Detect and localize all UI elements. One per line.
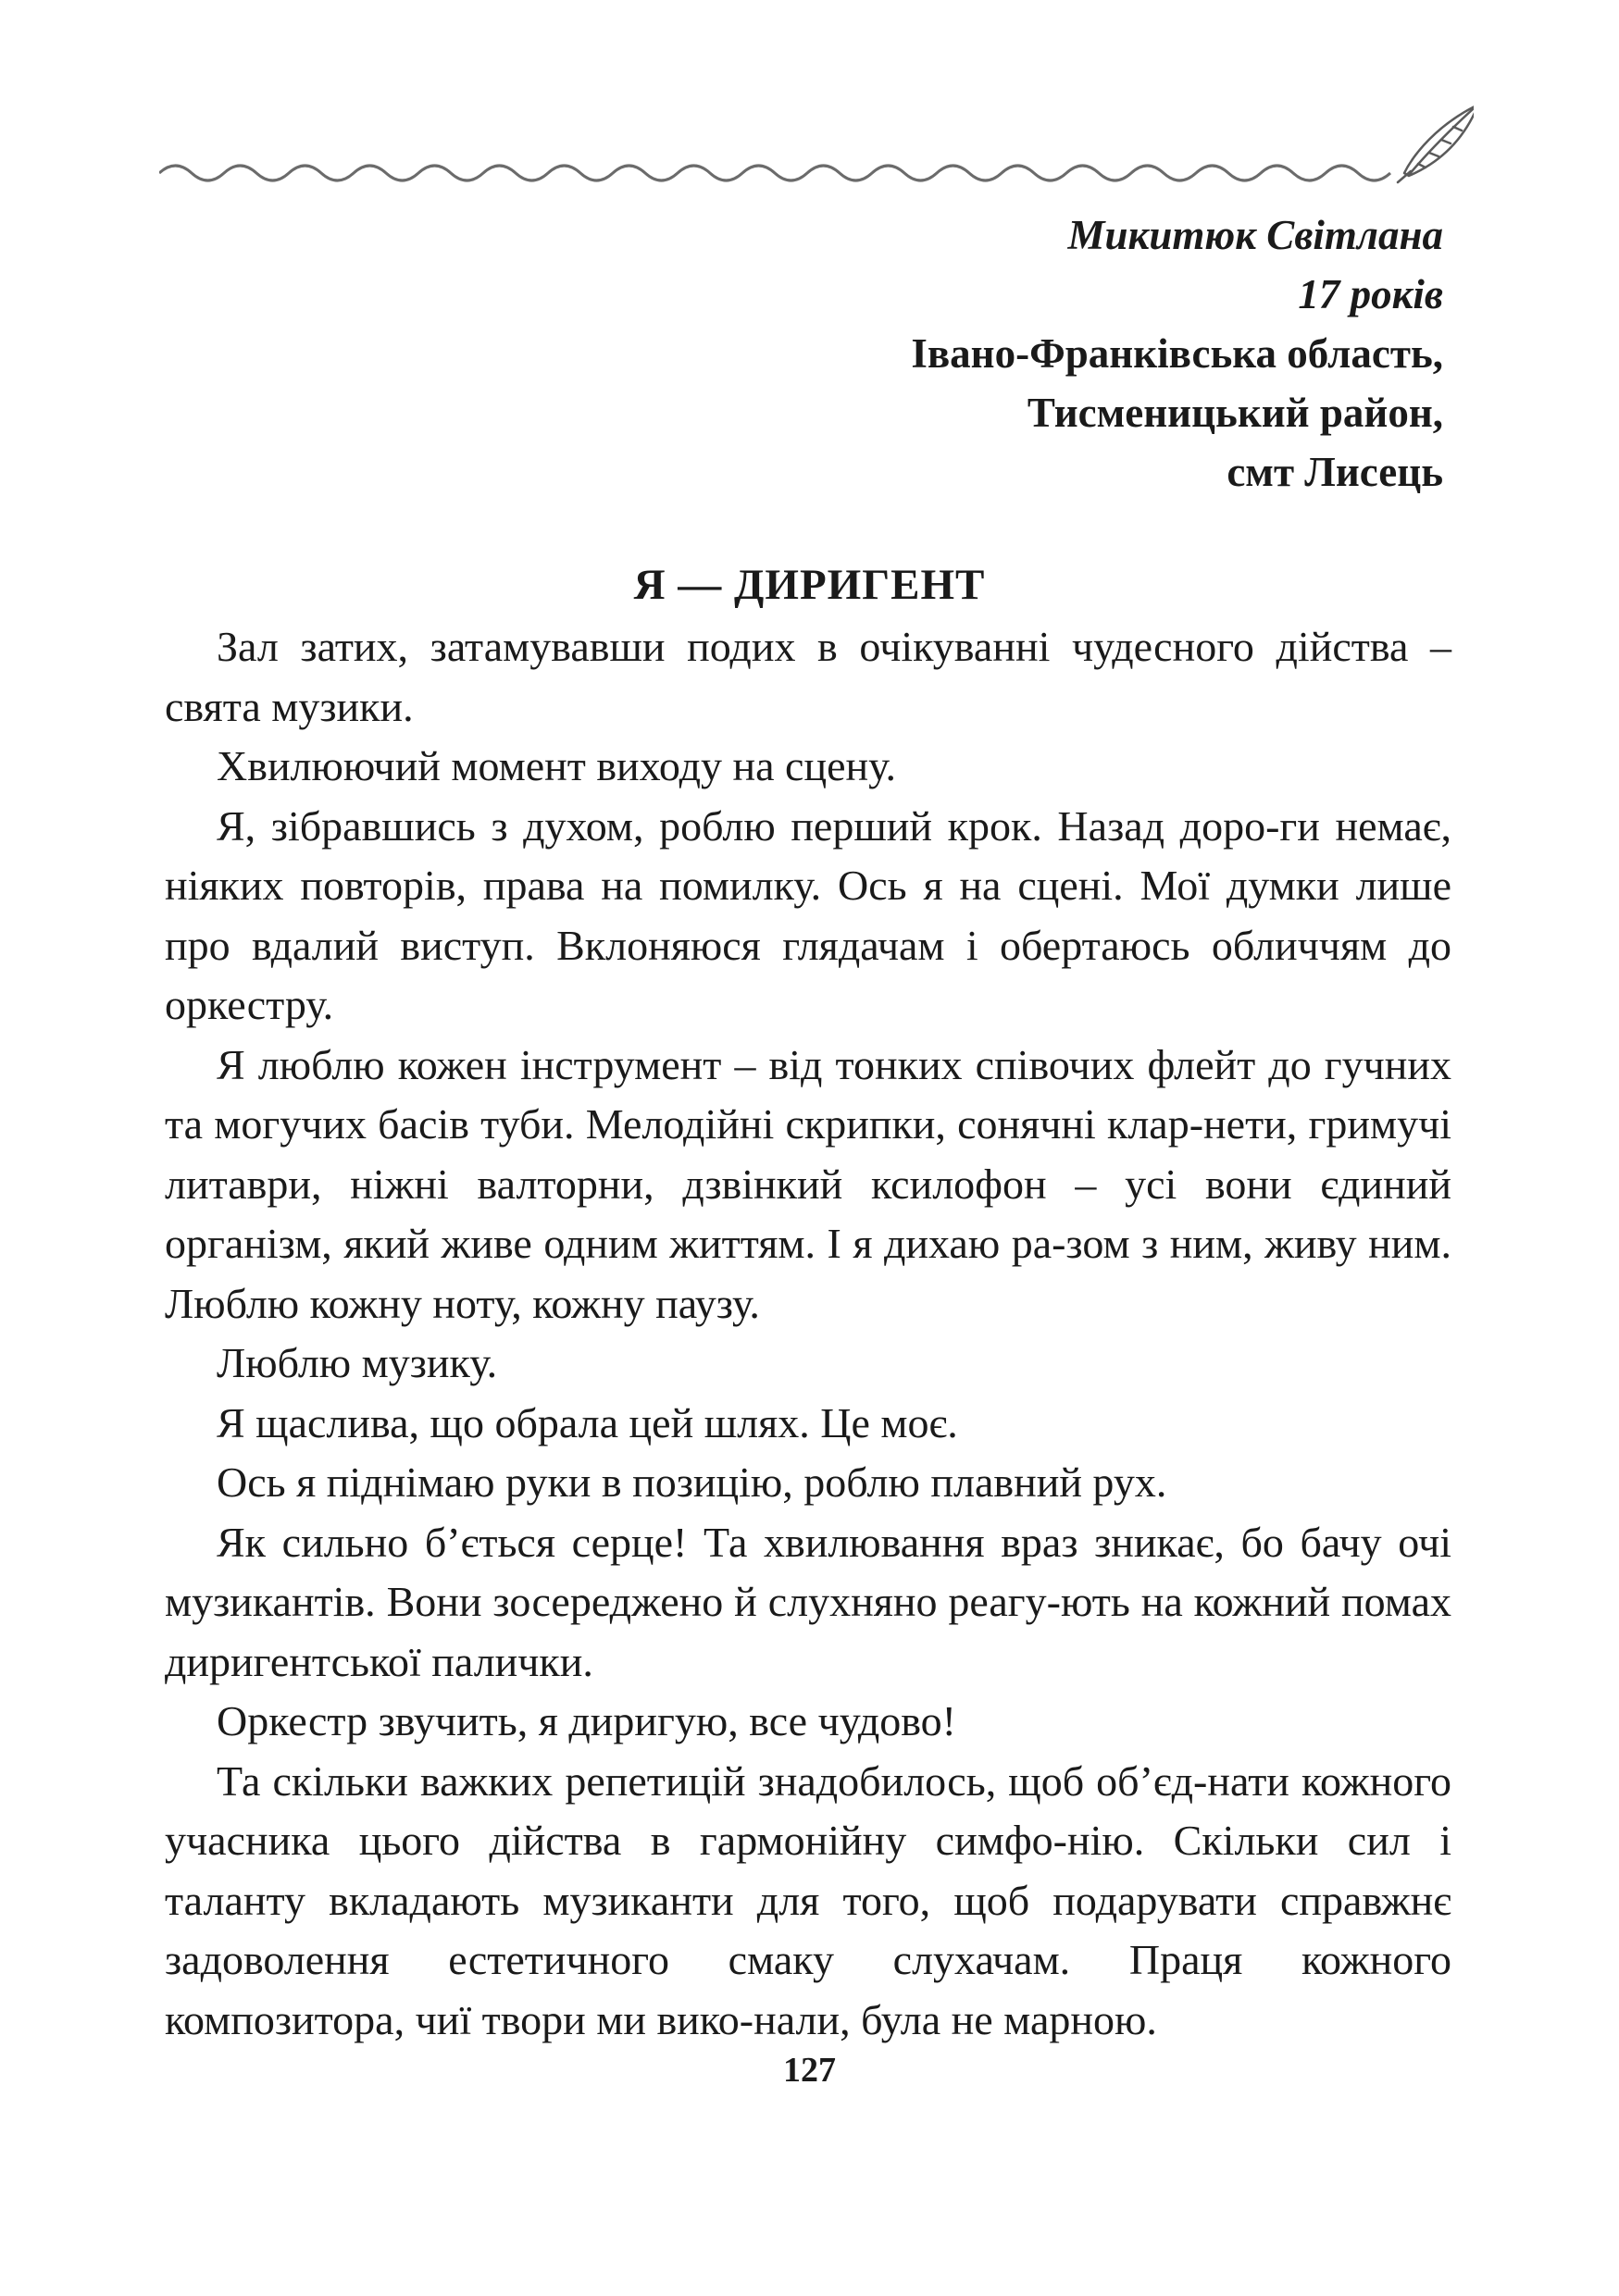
paragraph: Я щаслива, що обрала цей шлях. Це моє. (217, 1398, 958, 1446)
author-district: Тисменицький район, (1027, 390, 1443, 436)
paragraph: Хвилюючий момент виходу на сцену. (217, 742, 897, 789)
page-number: 127 (783, 2051, 836, 2090)
author-info (911, 205, 1443, 502)
author-region: Івано-Франківська область, (911, 330, 1443, 377)
paragraph: Оркестр звучить, я диригую, все чудово! (217, 1697, 956, 1744)
author-name: Микитюк Світлана (1067, 212, 1443, 258)
article-title: Я — ДИРИГЕНТ (633, 561, 986, 609)
paragraph: Люблю музику. (217, 1339, 498, 1386)
author-age: 17 років (1298, 271, 1443, 317)
author-settlement: смт Лисець (1227, 449, 1443, 495)
article-body (165, 617, 1451, 2050)
paragraph: Я, зібравшись з духом, роблю перший крок. Назад доро-ги немає, ніяких повторів, права на помилку. Ось я на сцені. Мої думки лише про вдалий виступ. Вклоняюся глядачам і обертаюсь обличчям до оркестру. (165, 801, 1451, 1028)
paragraph: Як сильно б’ється серце! Та хвилювання враз зникає, бо бачу очі музикантів. Вони зосереджено й слухняно реагу-ють на кожний помах диригентської палички. (165, 1518, 1451, 1685)
paragraph: Я люблю кожен інструмент – від тонких співочих флейт до гучних та могучих басів туби. Мелодійні скрипки, сонячні клар-нети, гримучі литаври, ніжні валторни, дзвінкий ксилофон – усі вони єдиний організм, який живе одним життям. І я дихаю ра-зом з ним, живу ним. Люблю кожну ноту, кожну паузу. (165, 1040, 1451, 1327)
wavy-line-with-quill-icon (159, 97, 1474, 199)
paragraph: Ось я піднімаю руки в позицію, роблю плавний рух. (217, 1458, 1167, 1506)
paragraph: Зал затих, затамувавши подих в очікуванні чудесного дійства – свята музики. (165, 623, 1451, 730)
paragraph: Та скільки важких репетицій знадобилось, щоб об’єд-нати кожного учасника цього дійства в гармонійну симфо-нію. Скільки сил і таланту вкладають музиканти для того, щоб подарувати справжнє задоволення естетичного смаку слухачам. Праця кожного композитора, чиї твори ми вико-нали, була не марною. (165, 1756, 1451, 2043)
